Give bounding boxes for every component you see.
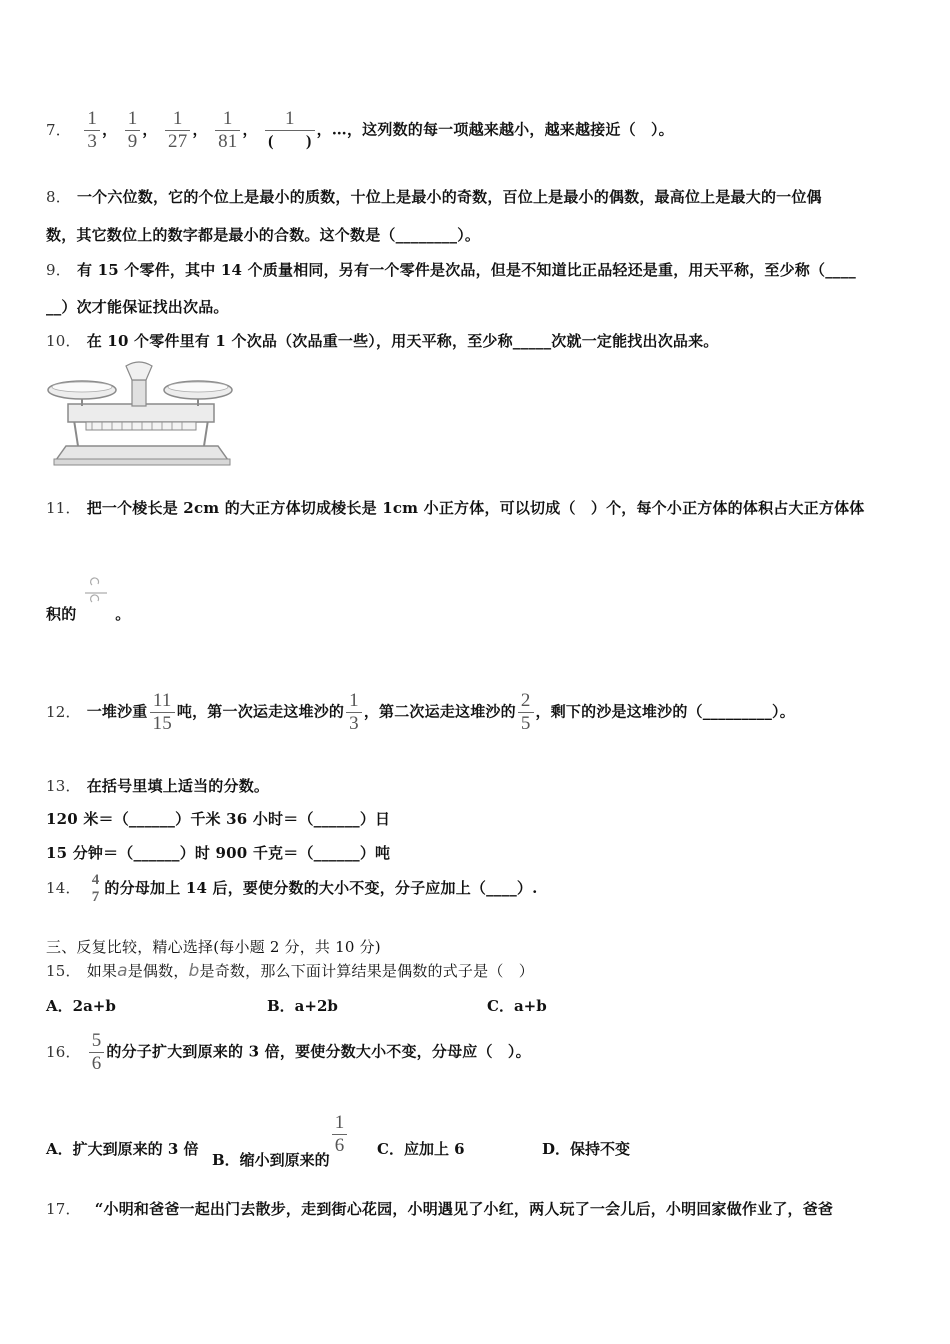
question-text: 的分母加上 14 后，要使分数的大小不变，分子应加上（____）. xyxy=(104,879,538,897)
question-14: 14． 4 7 的分母加上 14 后，要使分数的大小不变，分子应加上（____）. xyxy=(46,872,538,905)
question-12: 12． 一堆沙重 $\frac{11}{15}$ 吨，第一次运走这堆沙的 $\frac{1}{3}$ ，第二次运走这堆沙的 $\frac{2}{5}$ ，剩下的沙是这堆沙的（_________）。 xyxy=(46,690,795,734)
question-9: 9． 有 15 个零件，其中 14 个质量相同，另有一个零件是次品，但是不知道比正品轻还是重，用天平称，至少称（____ xyxy=(46,261,856,279)
placeholder-fraction-image xyxy=(82,576,110,610)
question-16: 16． $\frac{5}{6}$ 的分子扩大到原来的 3 倍，要使分数大小不变，分母应（ ）。 xyxy=(46,1030,531,1074)
question-text: “小明和爸爸一起出门去散步，走到街心花园，小明遇见了小红，两人玩了一会儿后，小明回家做作业了，爸爸 xyxy=(94,1200,834,1218)
question-13-row2: 15 分钟＝（______）时 900 千克＝（______）吨 xyxy=(46,844,391,862)
fraction: $\frac{1}{81}$ xyxy=(215,108,240,153)
fraction: $\frac{1}{27}$ xyxy=(165,108,190,153)
question-text: 在括号里填上适当的分数。 xyxy=(86,777,270,795)
question-text: 一个六位数，它的个位上是最小的质数，十位上是最小的奇数，百位上是最小的偶数，最高位上是最大的一位偶 xyxy=(76,188,822,206)
question-17: 17． “小明和爸爸一起出门去散步，走到街心花园，小明遇见了小红，两人玩了一会儿后，小明回家做作业了，爸爸 xyxy=(46,1200,834,1218)
balance-scale-image xyxy=(46,360,236,468)
question-10: 10． 在 10 个零件里有 1 个次品（次品重一些），用天平称，至少称_____次就一定能找出次品来。 xyxy=(46,332,719,350)
option-c: C．a+b xyxy=(487,997,547,1015)
option-a: A．扩大到原来的 3 倍 xyxy=(46,1140,199,1158)
question-7: 7． $\frac{1}{3}$ ， $\frac{1}{9}$ ， $\frac{1}{27}$ ， $\frac{1}{81}$ ， $\frac{1}{( )}$ ，…，这列数的每一项越来越小，越来越接近（ ）。 xyxy=(46,108,674,152)
question-8: 8． 一个六位数，它的个位上是最小的质数，十位上是最小的奇数，百位上是最小的偶数，最高位上是最大的一位偶 xyxy=(46,188,822,206)
fraction: $\frac{1}{9}$ xyxy=(125,108,141,153)
fraction: $\frac{2}{5}$ xyxy=(518,690,534,735)
question-text: 在 10 个零件里有 1 个次品（次品重一些），用天平称，至少称_____次就一定能找出次品来。 xyxy=(86,332,719,350)
option-a: A．2a+b xyxy=(46,997,116,1015)
question-8-line2: 数，其它数位上的数字都是最小的合数。这个数是（________）。 xyxy=(46,226,481,244)
question-text: 的分子扩大到原来的 3 倍，要使分数大小不变，分母应（ ）。 xyxy=(106,1042,531,1061)
question-11: 11． 把一个棱长是 2cm 的大正方体切成棱长是 1cm 小正方体，可以切成（ ）个，每个小正方体的体积占大正方体体 xyxy=(46,499,865,517)
question-13-row1: 120 米＝（______）千米 36 小时＝（______）日 xyxy=(46,810,391,828)
fraction: $\frac{5}{6}$ xyxy=(89,1030,105,1075)
option-c: C．应加上 6 xyxy=(377,1140,465,1158)
question-15: 15． 如果a是偶数，b是奇数，那么下面计算结果是偶数的式子是（ ） xyxy=(46,961,534,981)
fraction: $\frac{11}{15}$ xyxy=(150,690,175,735)
variable-b: b xyxy=(188,961,200,981)
question-text: 把一个棱长是 2cm 的大正方体切成棱长是 1cm 小正方体，可以切成（ ）个，每个小正方体的体积占大正方体体 xyxy=(86,499,865,517)
question-9-line2: __）次才能保证找出次品。 xyxy=(46,298,229,316)
option-d: D．保持不变 xyxy=(542,1140,631,1158)
question-13: 13． 在括号里填上适当的分数。 xyxy=(46,777,270,795)
variable-a: a xyxy=(117,961,128,981)
question-number: 7． xyxy=(46,120,71,139)
option-b: B．a+2b xyxy=(267,997,338,1015)
blank-fraction: $\frac{1}{( )}$ xyxy=(265,108,314,153)
section-heading: 三、反复比较，精心选择(每小题 2 分，共 10 分) xyxy=(46,938,381,956)
question-text: ，…，这列数的每一项越来越小，越来越接近（ ）。 xyxy=(316,120,674,139)
fraction: $\frac{1}{6}$ xyxy=(332,1112,348,1157)
question-text: 有 15 个零件，其中 14 个质量相同，另有一个零件是次品，但是不知道比正品轻还是重，用天平称，至少称（____ xyxy=(76,261,856,279)
fraction: $\frac{1}{3}$ xyxy=(84,108,100,153)
fraction: 4 7 xyxy=(91,872,100,905)
fraction: $\frac{1}{3}$ xyxy=(346,690,362,735)
question-11-line2: 积的 。 xyxy=(46,576,130,624)
option-b: B．缩小到原来的 $\frac{1}{6}$ xyxy=(212,1112,349,1170)
